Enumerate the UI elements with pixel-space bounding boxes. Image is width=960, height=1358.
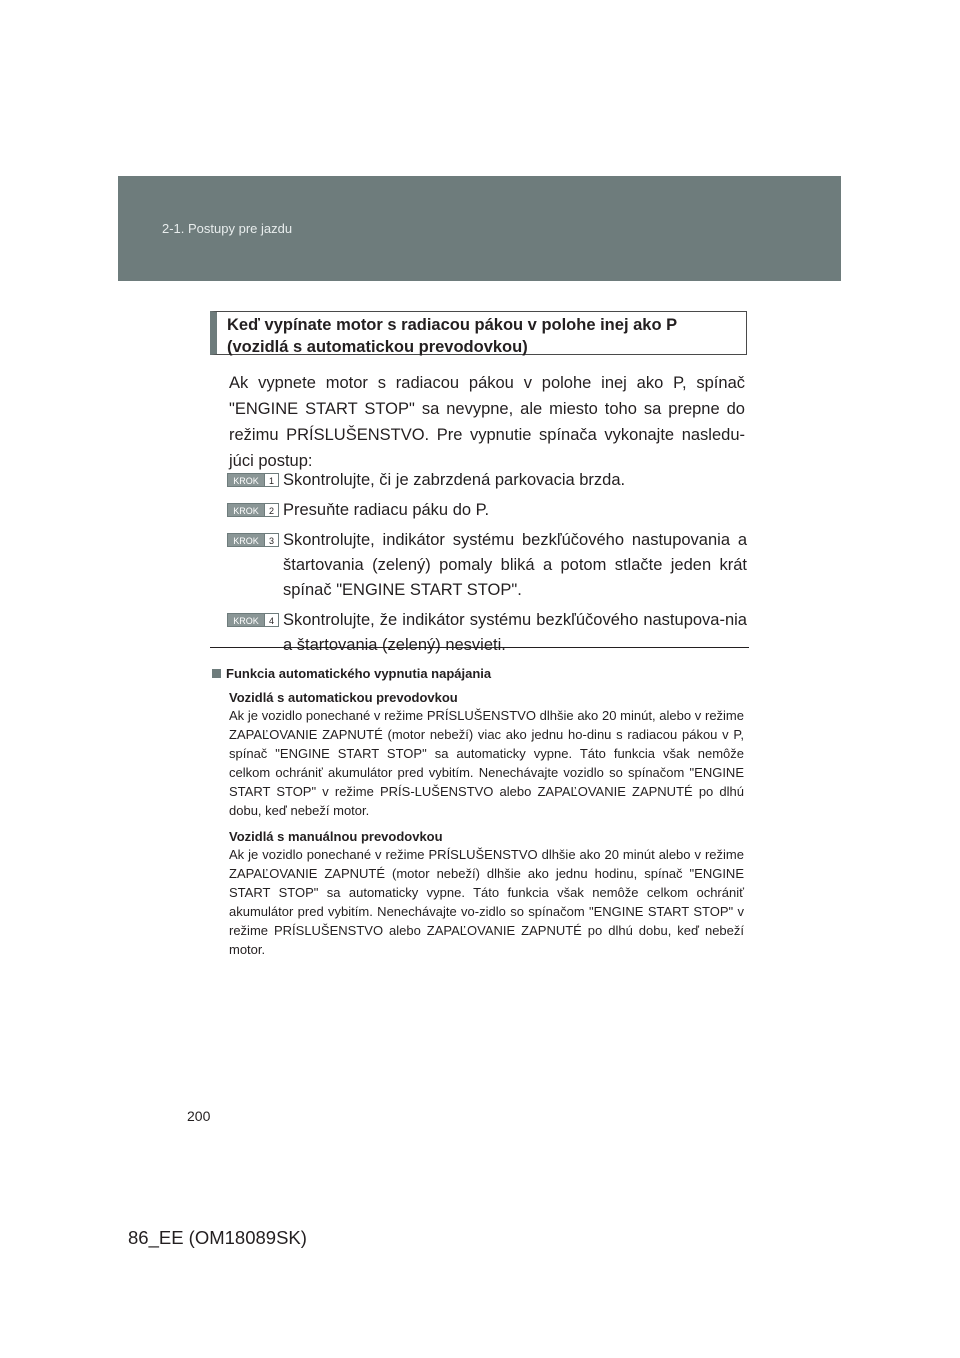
note-manual [229, 828, 744, 959]
section-divider [210, 647, 749, 648]
step-text: Skontrolujte, že indikátor systému bezkľúčového nastupova-nia a štartovania (zelený) nesvieti. [283, 611, 747, 654]
step-text: Skontrolujte, či je zabrzdená parkovacia brzda. [283, 471, 626, 489]
step-text: Skontrolujte, indikátor systému bezkľúčového nastupovania a štartovania (zelený) pomaly bliká a potom stlačte jeden krát spínač "ENGINE START STOP". [283, 531, 747, 599]
note-heading-text: Funkcia automatického vypnutia napájania [226, 666, 492, 681]
note-heading [212, 666, 744, 681]
step-number: 4 [265, 613, 279, 627]
step-keyword: KROK [227, 503, 265, 517]
note-manual-text: Ak je vozidlo ponechané v režime PRÍSLUŠENSTVO dlhšie ako 20 minút alebo v režime ZAPAĽOVANIE ZAPNUTÉ (motor nebeží) dlhšie ako jednu hodinu, spínač "ENGINE START STOP" sa automaticky vypne. Táto funkcia však nemôže celkom ochrániť akumulátor pred vybitím. Nenechávajte vo-zidlo so spínačom "ENGINE START STOP" v režime PRÍSLUŠENSTVO alebo ZAPAĽOVANIE ZAPNUTÉ po dlhú dobu, keď nebeží motor. [229, 847, 744, 957]
page-number: 200 [187, 1108, 211, 1124]
note-automatic-text: Ak je vozidlo ponechané v režime PRÍSLUŠENSTVO dlhšie ako 20 minút, alebo v režime ZAPAĽOVANIE ZAPNUTÉ (motor nebeží) viac ako jednu ho-dinu s radiacou pákou v P, spínač "ENGINE START STOP" sa automaticky vypne. Táto funkcia však nemôže celkom ochrániť akumulátor pred vybitím. Nenechávajte vozidlo so spínačom "ENGINE START STOP" v režime PRÍS-LUŠENSTVO alebo ZAPAĽOVANIE ZAPNUTÉ po dlhú dobu, keď nebeží motor. [229, 708, 744, 818]
step-keyword: KROK [227, 473, 265, 487]
step-badge [227, 613, 279, 627]
step-item [227, 608, 747, 658]
note-automatic-title: Vozidlá s automatickou prevodovkou [229, 690, 458, 705]
step-badge [227, 533, 279, 547]
step-item [227, 468, 747, 493]
step-item [227, 498, 747, 523]
callout-title: Keď vypínate motor s radiacou pákou v polohe inej ako P (vozidlá s automatickou prevodovkou) [227, 316, 678, 356]
callout-box [210, 311, 747, 355]
intro-paragraph: Ak vypnete motor s radiacou pákou v polohe inej ako P, spínač "ENGINE START STOP" sa nevypne, ale miesto toho sa prepne do režimu PRÍSLUŠENSTVO. Pre vypnutie spínača vykonajte nasledu-júci postup: [229, 374, 745, 470]
step-item [227, 528, 747, 603]
square-bullet-icon [212, 669, 221, 678]
step-text: Presuňte radiacu páku do P. [283, 501, 490, 519]
section-header-band [118, 176, 841, 281]
step-badge [227, 473, 279, 487]
step-list [227, 468, 747, 663]
step-number: 3 [265, 533, 279, 547]
note-manual-title: Vozidlá s manuálnou prevodovkou [229, 829, 443, 844]
note-section [212, 666, 744, 967]
step-badge [227, 503, 279, 517]
step-number: 2 [265, 503, 279, 517]
section-label: 2-1. Postupy pre jazdu [162, 221, 293, 236]
note-automatic [229, 689, 744, 820]
step-keyword: KROK [227, 533, 265, 547]
step-number: 1 [265, 473, 279, 487]
document-code: 86_EE (OM18089SK) [128, 1227, 307, 1248]
step-keyword: KROK [227, 613, 265, 627]
